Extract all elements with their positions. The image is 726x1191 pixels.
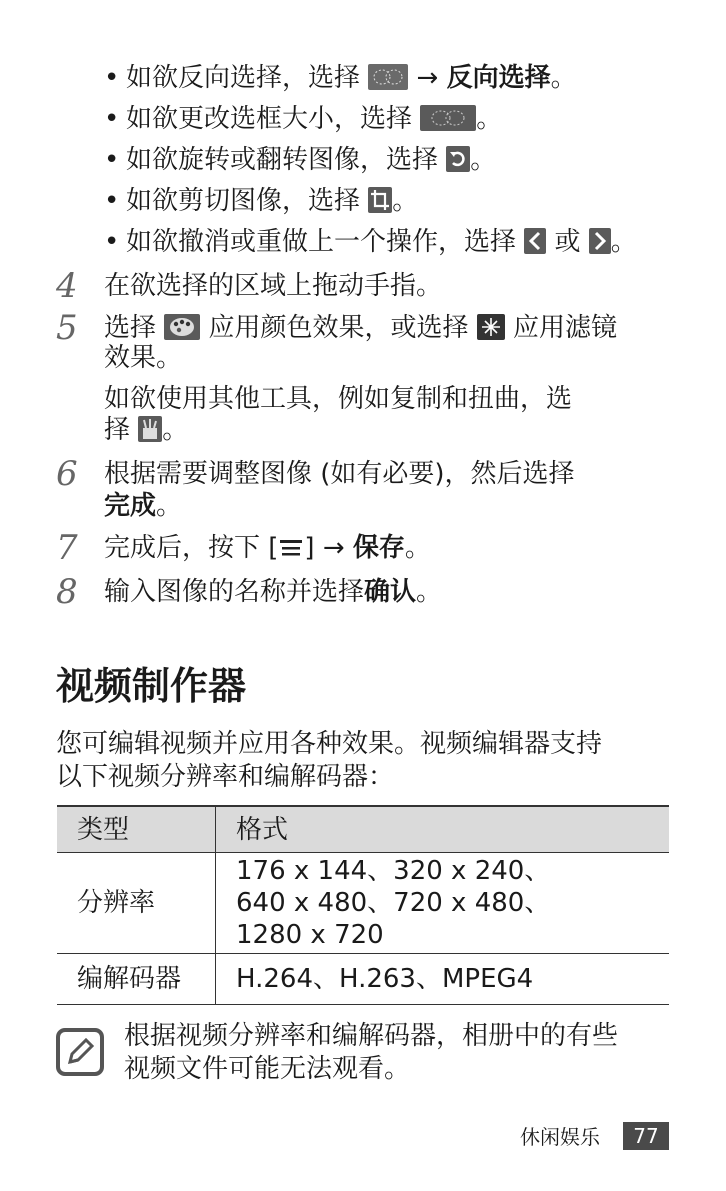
page-number: 77 xyxy=(623,1122,669,1150)
step-4-text: 在欲选择的区域上拖动手指。 xyxy=(104,271,443,301)
bullet-undo-redo: 如欲撤消或重做上一个操作，选择 或 。 xyxy=(126,227,637,257)
tools-icon xyxy=(138,416,162,442)
step-number: 4 xyxy=(56,266,78,306)
menu-key-icon xyxy=(278,534,304,554)
bullet-dot: • xyxy=(104,186,120,216)
step-5-sub-line2: 择 。 xyxy=(104,415,189,445)
bullet-invert-selection: 如欲反向选择，选择 → 反向选择。 xyxy=(126,63,577,93)
section-title: 视频制作器 xyxy=(56,664,247,708)
filter-sparkle-icon xyxy=(477,314,505,340)
step-7-text: 完成后，按下 [ ] → 保存。 xyxy=(104,533,431,563)
step-number: 8 xyxy=(56,572,78,612)
bullet-crop: 如欲剪切图像，选择 。 xyxy=(126,186,419,216)
redo-icon xyxy=(589,228,611,254)
step-8-text: 输入图像的名称并选择确认。 xyxy=(104,577,443,607)
rotate-icon xyxy=(446,146,470,172)
bullet-resize-selection: 如欲更改选框大小，选择 。 xyxy=(126,104,503,134)
step-5-line2: 效果。 xyxy=(104,343,183,373)
step-number: 5 xyxy=(56,308,78,348)
table-row xyxy=(57,954,669,1005)
table-cell-format: H.264、H.263、MPEG4 xyxy=(236,964,534,994)
step-6-line1: 根据需要调整图像 (如有必要)，然后选择 xyxy=(104,459,575,489)
crop-icon xyxy=(368,187,392,213)
table-header-row xyxy=(57,806,669,853)
bullet-dot: • xyxy=(104,145,120,175)
video-format-table xyxy=(57,805,669,1005)
table-cell-format: 176 x 144、320 x 240、 640 x 480、720 x 480、 1280 x 720 xyxy=(236,856,551,950)
note-icon xyxy=(56,1028,104,1076)
step-5-sub-line1: 如欲使用其他工具，例如复制和扭曲，选 xyxy=(104,384,573,414)
palette-icon xyxy=(164,314,200,340)
table-cell-type: 编解码器 xyxy=(57,954,216,1005)
undo-icon xyxy=(524,228,546,254)
table-row xyxy=(57,853,669,954)
step-5-line1: 选择 应用颜色效果，或选择 应用滤镜 xyxy=(104,313,618,343)
note-text: 根据视频分辨率和编解码器，相册中的有些 视频文件可能无法观看。 xyxy=(124,1021,619,1084)
table-header-format: 格式 xyxy=(216,806,670,853)
bullet-dot: • xyxy=(104,104,120,134)
section-intro: 您可编辑视频并应用各种效果。视频编辑器支持 以下视频分辨率和编解码器： xyxy=(56,729,603,792)
resize-selection-icon xyxy=(420,105,476,131)
step-number: 6 xyxy=(56,454,78,494)
table-cell-type: 分辨率 xyxy=(57,853,216,954)
bullet-dot: • xyxy=(104,227,120,257)
bullet-rotate-flip: 如欲旋转或翻转图像，选择 。 xyxy=(126,145,497,175)
bullet-dot: • xyxy=(104,63,120,93)
footer-section-label: 休闲娱乐 xyxy=(520,1125,600,1149)
invert-selection-icon xyxy=(368,64,408,90)
step-6-line2: 完成。 xyxy=(104,491,183,521)
table-header-type: 类型 xyxy=(57,806,216,853)
step-number: 7 xyxy=(56,528,78,568)
